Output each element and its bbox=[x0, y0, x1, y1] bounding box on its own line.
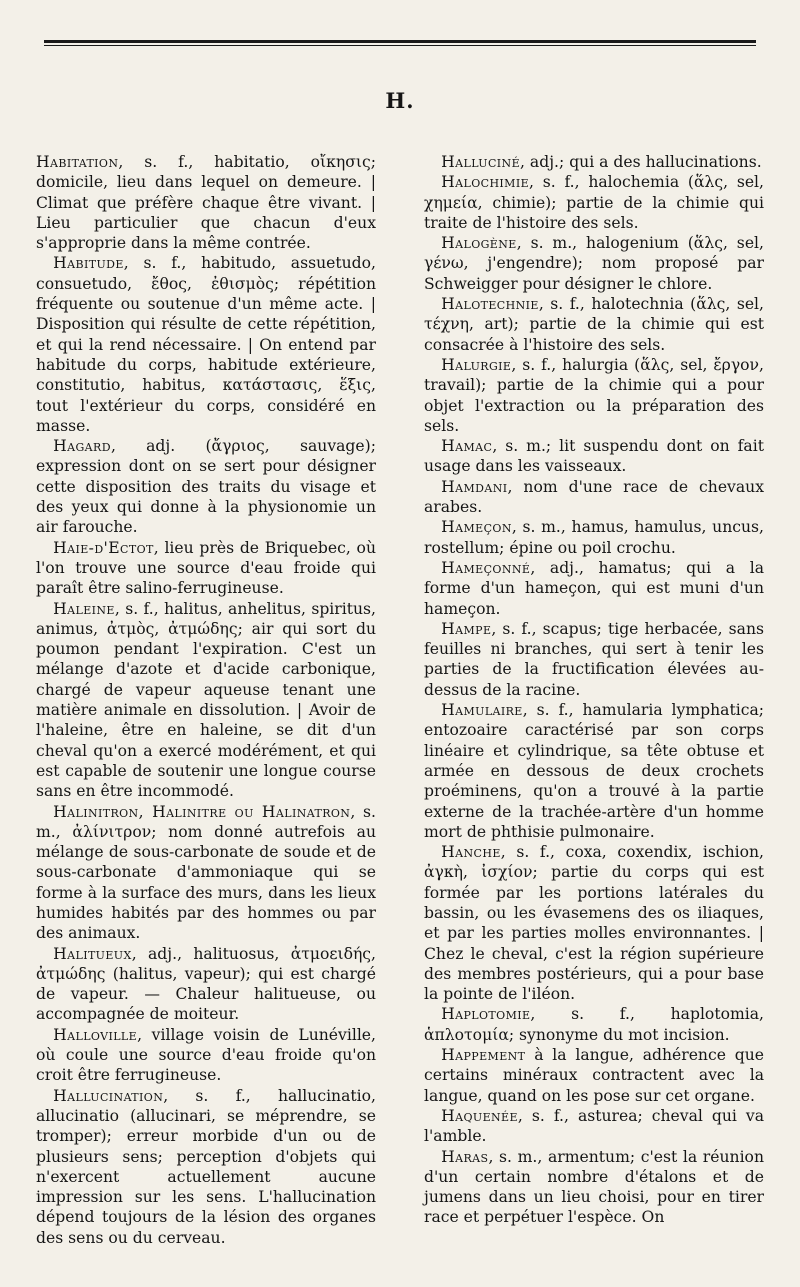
dictionary-entry bbox=[424, 558, 764, 619]
entry-definition: , s. f., halurgia (ἅλς, sel, ἔργον, travail); partie de la chimie qui a pour objet l'extraction ou la préparation des sels. bbox=[424, 355, 764, 435]
entry-definition: , adj. (ἄγριος, sauvage); expression dont on se sert pour désigner cette disposition des traits du visage et des yeux qui donne à la physionomie un air farouche. bbox=[36, 437, 376, 537]
entry-headword: Hampe bbox=[441, 619, 492, 638]
entry-definition: , adj., halituosus, ἀτμοειδής, ἀτμώδης (halitus, vapeur); qui est chargé de vapeur. — Chaleur halituеuse, ou accompagnée de moiteur. bbox=[36, 944, 376, 1024]
entry-definition: , s. m., armentum; c'est la réunion d'un certain nombre d'étalons et de jumens dans un lieu choisi, pour en tirer race et perpétuer l'espèce. On bbox=[424, 1147, 764, 1227]
entry-headword: Halloville bbox=[53, 1025, 138, 1044]
entry-definition: , s. m.; lit suspendu dont on fait usage dans les vaisseaux. bbox=[424, 437, 764, 476]
entry-headword: Haras bbox=[441, 1147, 489, 1166]
dictionary-entry bbox=[36, 599, 376, 802]
entry-headword: Haleine bbox=[53, 599, 115, 618]
dictionary-entry bbox=[36, 1025, 376, 1086]
dictionary-entry bbox=[424, 436, 764, 477]
dictionary-entry bbox=[424, 477, 764, 518]
entry-headword: Hameçonné bbox=[441, 558, 531, 577]
dictionary-entry bbox=[424, 294, 764, 355]
entry-headword: Hamac bbox=[441, 437, 493, 456]
entry-headword: Habitude bbox=[53, 254, 124, 273]
entry-definition: , s. f., halotechnia (ἅλς, sel, τέχνη, art); partie de la chimie qui est consacrée à l'histoire des sels. bbox=[424, 295, 764, 354]
entry-definition: , s. f., halochemia (ἅλς, sel, χημεία, chimie); partie de la chimie qui traite de l'histoire des sels. bbox=[424, 173, 764, 232]
entry-definition: , village voisin de Lunéville, où coule une source d'eau froide qu'on croit être ferrugineuse. bbox=[36, 1025, 376, 1085]
top-rule bbox=[44, 40, 756, 43]
right-column bbox=[424, 152, 764, 1228]
entry-definition: , adj.; qui a des hallucinations. bbox=[520, 153, 762, 171]
dictionary-entry bbox=[424, 1106, 764, 1147]
dictionary-entry bbox=[424, 233, 764, 294]
entry-definition: , adj., hamatus; qui a la forme d'un hameçon, qui est muni d'un hameçon. bbox=[424, 558, 764, 618]
dictionary-entry bbox=[36, 1086, 376, 1248]
entry-definition: , s. f., coxa, coxendix, ischion, ἀγκὴ, ἰσχίον; partie du corps qui est formée par les portions latérales du bassin, ou les évasemens des os iliaques, et par les parties molles environnantes. | Chez le cheval, c'est la région supérieure des membres postérieurs, qui a pour base la pointe de l'iléon. bbox=[424, 843, 764, 1004]
entry-definition: , nom d'une race de chevaux arabes. bbox=[424, 477, 764, 517]
entry-definition: , s. f., scapus; tige herbacée, sans feuilles ni branches, qui sert à tenir les parties de la fructification élevées au-dessus de la racine. bbox=[424, 619, 764, 699]
entry-definition: , s. m., hamus, hamulus, uncus, rostellum; épine ou poil crochu. bbox=[424, 518, 764, 557]
entry-headword: Hagard bbox=[53, 437, 111, 456]
dictionary-entry bbox=[424, 517, 764, 558]
entry-definition: , s. f., hamularia lymphatica; entozoaire caractérisé par son corps linéaire et cylindrique, sa tête obtuse et armée en dessous de deux crochets proéminens, qu'on a trouvé à la partie externe de la trachée-artère d'un homme mort de phthisie pulmonaire. bbox=[424, 701, 764, 841]
entry-definition: , s. f., hallucinatio, allucinatio (allucinari, se méprendre, se tromper); erreur morbide d'un ou de plusieurs sens; perception d'objets qui n'exercent actuellement aucune impression sur les sens. L'hallucination dépend toujours de la lésion des organes des sens ou du cerveau. bbox=[36, 1086, 376, 1247]
entry-headword: Hallucination bbox=[53, 1086, 164, 1105]
dictionary-entry bbox=[36, 436, 376, 537]
entry-headword: Halinitron, Halinitre ou Halinatron bbox=[53, 802, 351, 821]
dictionary-entry bbox=[36, 802, 376, 944]
dictionary-entry bbox=[424, 700, 764, 842]
entry-headword: Halurgie bbox=[441, 355, 512, 374]
entry-headword: Hamdani bbox=[441, 477, 508, 496]
entry-headword: Happement bbox=[441, 1046, 526, 1065]
entry-definition: , s. f., habitudo, assuetudo, consuetudo, ἔθος, ἐθισμὸς; répétition fréquente ou soutenue d'un même acte. | Disposition qui résulte de cette répétition, et qui la rend nécessaire. | On entend par habitude du corps, habitude extérieure, constitutio, habitus, κατάστασις, ἕξις, tout l'extérieur du corps, considéré en masse. bbox=[36, 254, 376, 435]
entry-headword: Hanche bbox=[441, 843, 501, 862]
dictionary-entry bbox=[36, 253, 376, 436]
dictionary-entry bbox=[424, 1045, 764, 1106]
dictionary-entry bbox=[424, 152, 764, 172]
entry-definition: , s. f., asturea; cheval qui va l'amble. bbox=[424, 1106, 764, 1146]
dictionary-entry bbox=[424, 1147, 764, 1228]
dictionary-entry bbox=[424, 355, 764, 436]
entry-headword: Halogène bbox=[441, 234, 517, 253]
entry-headword: Halochimie bbox=[441, 173, 530, 192]
entry-definition: , s. f., habitatio, οἴκησις; domicile, lieu dans lequel on demeure. | Climat que préfère chaque être vivant. | Lieu particulier que chacun d'eux s'approprie dans la même contrée. bbox=[36, 153, 376, 253]
entry-definition: , s. m., halogenium (ἅλς, sel, γένω, j'engendre); nom proposé par Schweigger pour désigner le chlore. bbox=[424, 234, 764, 293]
section-letter: H. bbox=[385, 88, 415, 113]
top-rule-thin bbox=[44, 45, 756, 46]
entry-headword: Hameçon bbox=[441, 518, 512, 537]
entry-definition: , lieu près de Briquebec, où l'on trouve une source d'eau froide qui paraît être salino-ferrugineuse. bbox=[36, 538, 376, 598]
dictionary-entry bbox=[424, 842, 764, 1004]
entry-headword: Halituеux bbox=[53, 944, 132, 963]
entry-headword: Halluciné bbox=[441, 153, 520, 171]
entry-headword: Habitation bbox=[36, 153, 119, 171]
entry-definition: , s. m., ἀλίνιτρον; nom donné autrefois au mélange de sous-carbonate de soude et de sous-carbonate d'ammoniaque qui se forme à la surface des murs, dans les lieux humides habités par des hommes ou par des animaux. bbox=[36, 802, 376, 943]
dictionary-entry bbox=[36, 538, 376, 599]
entry-headword: Haie-d'Ectot bbox=[53, 538, 154, 557]
dictionary-entry bbox=[36, 944, 376, 1025]
entry-headword: Haquenée bbox=[441, 1106, 518, 1125]
entry-definition: , s. f., haplotomia, ἁπλοτομία; synonyme du mot incision. bbox=[424, 1005, 764, 1044]
dictionary-entry bbox=[36, 152, 376, 253]
entry-definition: , s. f., halitus, anhelitus, spiritus, animus, ἀτμὸς, ἀτμώδης; air qui sort du poumon pendant l'expiration. C'est un mélange d'azote et d'acide carbonique, chargé de vapeur aqueuse tenant une matière animale en dissolution. | Avoir de l'haleine, être en haleine, se dit d'un cheval qu'on a exercé modérément, et qui est capable de soutenir une longue course sans en être incommodé. bbox=[36, 599, 376, 801]
entry-headword: Halotechnie bbox=[441, 295, 539, 314]
entry-definition: à la langue, adhérence que certains minéraux contractent avec la langue, quand on les pose sur cet organe. bbox=[424, 1046, 764, 1105]
dictionary-entry bbox=[424, 172, 764, 233]
entry-headword: Hamulaire bbox=[441, 701, 523, 720]
left-column bbox=[36, 152, 376, 1248]
dictionary-entry bbox=[424, 1004, 764, 1045]
entry-headword: Haplotomie bbox=[441, 1005, 531, 1024]
dictionary-entry bbox=[424, 619, 764, 700]
